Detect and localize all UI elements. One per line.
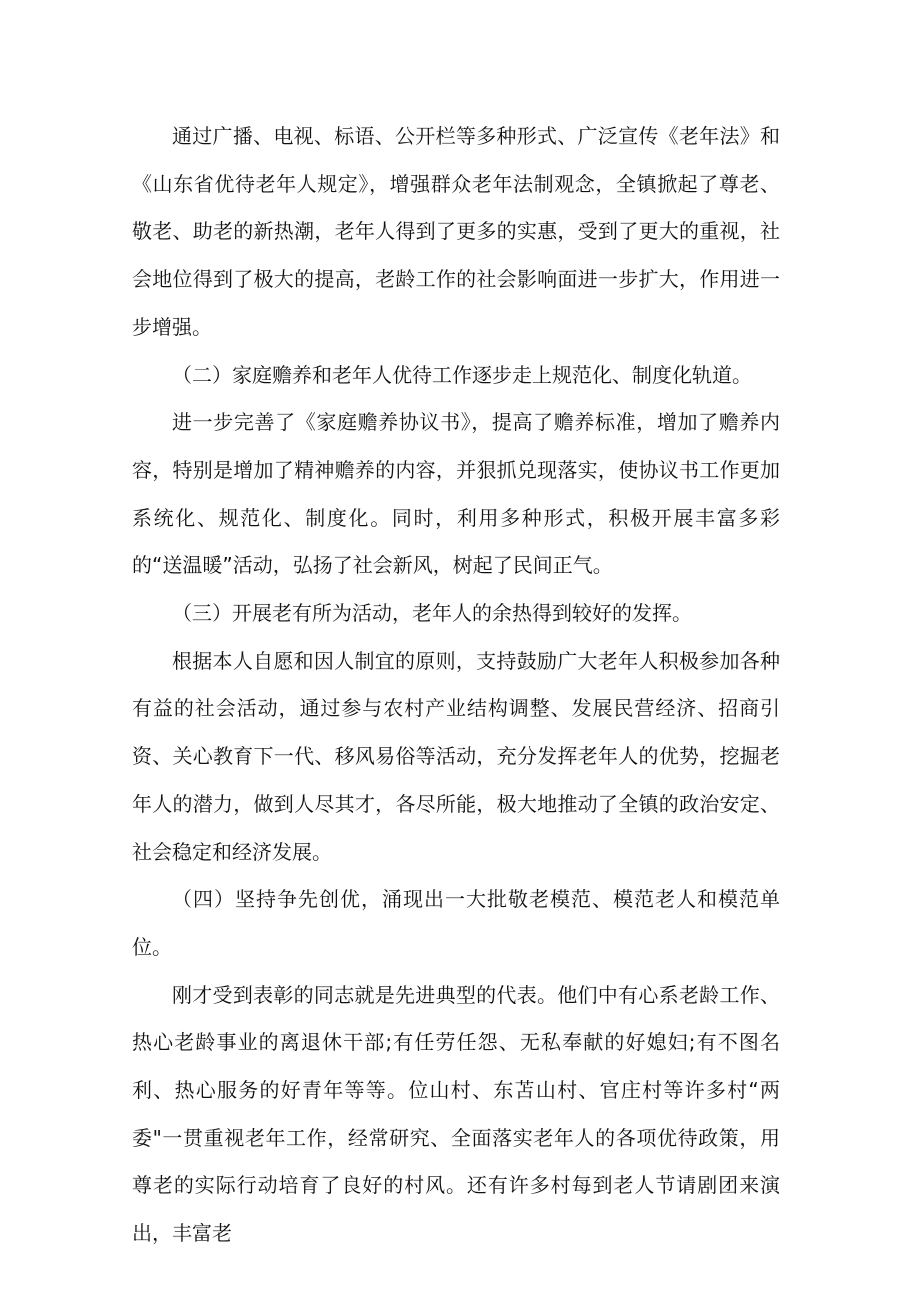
paragraph-elder-activities: 根据本人自愿和因人制宜的原则，支持鼓励广大老年人积极参加各种有益的社会活动，通过参与农村产业结构调整、发展民营经济、招商引资、关心教育下一代、移风易俗等活动，充分发挥老年人的优势，挖掘老年人的潜力，做到人尽其才，各尽所能，极大地推动了全镇的政治安定、社会稳定和经济发展。	[132, 648, 780, 864]
section-heading-2: （二）家庭赡养和老年人优待工作逐步走上规范化、制度化轨道。	[172, 362, 752, 387]
paragraph-model-examples: 刚才受到表彰的同志就是先进典型的代表。他们中有心系老龄工作、热心老龄事业的离退休干部;有任劳任怨、无私奉献的好媳妇;有不图名利、热心服务的好青年等等。位山村、东苫山村、官庄村等许多村“两委"一贯重视老年工作，经常研究、全面落实老年人的各项优待政策，用尊老的实际行动培育了良好的村风。还有许多村每到老人节请剧团来演出，丰富老	[132, 982, 780, 1246]
section-heading-4: （四）坚持争先创优，涌现出一大批敬老模范、模范老人和模范单位。	[132, 887, 780, 959]
section-heading-3: （三）开展老有所为活动，老年人的余热得到较好的发挥。	[172, 601, 692, 626]
paragraph-support-agreement: 进一步完善了《家庭赡养协议书》，提高了赡养标准，增加了赡养内容，特别是增加了精神赡养的内容，并狠抓兑现落实，使协议书工作更加系统化、规范化、制度化。同时，利用多种形式，积极开展丰富多彩的“送温暖”活动，弘扬了社会新风，树起了民间正气。	[132, 410, 780, 578]
paragraph-publicity: 通过广播、电视、标语、公开栏等多种形式、广泛宣传《老年法》和《山东省优待老年人规定》，增强群众老年法制观念，全镇掀起了尊老、敬老、助老的新热潮，老年人得到了更多的实惠，受到了更大的重视，社会地位得到了极大的提高，老龄工作的社会影响面进一步扩大，作用进一步增强。	[132, 124, 780, 339]
document-body	[132, 113, 780, 1258]
